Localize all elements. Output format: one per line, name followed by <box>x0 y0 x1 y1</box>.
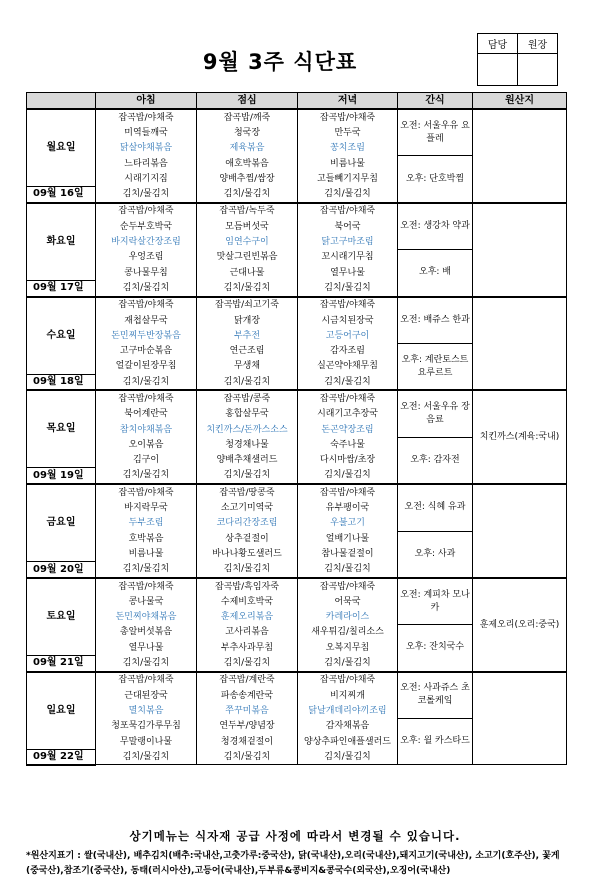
dinner-item: 북어국 <box>298 219 398 234</box>
breakfast-item: 미역들깨국 <box>96 125 197 140</box>
breakfast-item: 잡곡밥/야채죽 <box>96 203 197 219</box>
menu-row <box>27 578 567 594</box>
origin-cell: 훈제오리(오리:중국) <box>473 578 567 672</box>
approval-label-manager: 담당 <box>478 34 518 54</box>
lunch-item: 청경채겉절이 <box>197 734 298 749</box>
date-label: 09월 21일 <box>27 655 96 671</box>
lunch-item: 부추전 <box>197 328 298 343</box>
breakfast-item: 콩나물무침 <box>96 265 197 280</box>
lunch-item: 닭개장 <box>197 313 298 328</box>
breakfast-item: 김치/물김치 <box>96 280 197 296</box>
lunch-item: 잡곡밥/땅콩죽 <box>197 484 298 500</box>
snack-am: 오전: 생강차 약과 <box>398 203 473 250</box>
breakfast-item: 멸치볶음 <box>96 703 197 718</box>
breakfast-item: 근대된장국 <box>96 688 197 703</box>
lunch-item: 무생채 <box>197 359 298 374</box>
snack-am: 오전: 서울우유 장음료 <box>398 390 473 437</box>
dinner-item: 열무나물 <box>298 265 398 280</box>
breakfast-item: 재첩살무국 <box>96 313 197 328</box>
snack-am: 오전: 계피차 모나카 <box>398 578 473 625</box>
breakfast-item: 북어계란국 <box>96 407 197 422</box>
menu-table <box>26 92 567 766</box>
breakfast-item: 무말랭이나물 <box>96 734 197 749</box>
date-label: 09월 18일 <box>27 374 96 390</box>
lunch-item: 잡곡밥/계란죽 <box>197 672 298 688</box>
dinner-item: 잡곡밥/야채죽 <box>298 672 398 688</box>
breakfast-item: 바지락살간장조림 <box>96 234 197 249</box>
breakfast-item: 총알버섯볶음 <box>96 625 197 640</box>
day-label: 일요일 <box>27 672 96 749</box>
breakfast-item: 바지락무국 <box>96 500 197 515</box>
lunch-item: 제육볶음 <box>197 141 298 156</box>
lunch-item: 양배추채샐러드 <box>197 453 298 468</box>
breakfast-item: 고구마순볶음 <box>96 343 197 358</box>
breakfast-item: 김치/물김치 <box>96 468 197 484</box>
lunch-item: 모듬버섯국 <box>197 219 298 234</box>
dinner-item: 실곤약야채무침 <box>298 359 398 374</box>
menu-row <box>27 672 567 688</box>
date-label: 09월 19일 <box>27 468 96 484</box>
change-notice: 상기메뉴는 식자재 공급 사정에 따라서 변경될 수 있습니다. <box>129 829 461 843</box>
breakfast-item: 잡곡밥/야채죽 <box>96 672 197 688</box>
lunch-item: 임연수구이 <box>197 234 298 249</box>
dinner-item: 고들빼기지무침 <box>298 171 398 186</box>
dinner-item: 시금치된장국 <box>298 313 398 328</box>
breakfast-item: 콩나물국 <box>96 594 197 609</box>
dinner-item: 우불고기 <box>298 516 398 531</box>
breakfast-item: 닭살야채볶음 <box>96 141 197 156</box>
lunch-item: 훈제오리볶음 <box>197 610 298 625</box>
dinner-item: 고등어구이 <box>298 328 398 343</box>
lunch-item: 바나나황도샐러드 <box>197 546 298 561</box>
header-breakfast: 아침 <box>96 93 197 110</box>
breakfast-item: 얼갈이된장무침 <box>96 359 197 374</box>
snack-pm: 오후: 잔치국수 <box>398 625 473 672</box>
breakfast-item: 김치/물김치 <box>96 562 197 578</box>
lunch-item: 잡곡밥/콩죽 <box>197 390 298 406</box>
lunch-item: 홍합살무국 <box>197 407 298 422</box>
dinner-item: 오복지무침 <box>298 640 398 655</box>
breakfast-item: 돈민찌두반장볶음 <box>96 328 197 343</box>
dinner-item: 김치/물김치 <box>298 186 398 202</box>
dinner-item: 잡곡밥/야채죽 <box>298 390 398 406</box>
breakfast-item: 청포묵김가루무침 <box>96 719 197 734</box>
day-label: 화요일 <box>27 203 96 280</box>
breakfast-item: 잡곡밥/야채죽 <box>96 109 197 125</box>
breakfast-item: 잡곡밥/야채죽 <box>96 390 197 406</box>
approval-label-director: 원장 <box>518 34 558 54</box>
dinner-item: 참나물겉절이 <box>298 546 398 561</box>
origin-footnote: *원산지표기 : 쌀(국내산), 배추김치(배추:국내산,고춧가루:중국산), 닭(국내산),오리(국내산),돼지고기(국내산), 소고기(호주산), 꽃게(중국산),참조기(중국산), 동태(러시아산),고등어(국내산),두부류&콩비지&콩국수(외국산),오징어(국내산) <box>26 851 560 876</box>
breakfast-item: 열무나물 <box>96 640 197 655</box>
breakfast-item: 시래기지짐 <box>96 171 197 186</box>
dinner-item: 김치/물김치 <box>298 374 398 390</box>
snack-pm: 오후: 윌 카스타드 <box>398 719 473 765</box>
snack-am: 오전: 배쥬스 한과 <box>398 297 473 344</box>
lunch-item: 맛살그린빈볶음 <box>197 250 298 265</box>
page-title: 9월 3주 식단표 <box>202 50 358 74</box>
dinner-item: 얼배기나물 <box>298 531 398 546</box>
dinner-item: 시래기고추장국 <box>298 407 398 422</box>
origin-cell: 치킨까스(계육:국내) <box>473 390 567 484</box>
lunch-item: 청경채나물 <box>197 437 298 452</box>
header-dinner: 저녁 <box>298 93 398 110</box>
dinner-item: 숙주나물 <box>298 437 398 452</box>
lunch-item: 양배추찜/쌈장 <box>197 171 298 186</box>
lunch-item: 잡곡밥/깨죽 <box>197 109 298 125</box>
date-label: 09월 22일 <box>27 749 96 765</box>
dinner-item: 김치/물김치 <box>298 655 398 671</box>
lunch-item: 치킨까스/돈까스소스 <box>197 422 298 437</box>
breakfast-item: 김치/물김치 <box>96 374 197 390</box>
dinner-item: 닭고구마조림 <box>298 234 398 249</box>
snack-pm: 오후: 감자전 <box>398 437 473 484</box>
dinner-item: 잡곡밥/야채죽 <box>298 484 398 500</box>
snack-pm: 오후: 단호박찜 <box>398 156 473 203</box>
dinner-item: 유부팽이국 <box>298 500 398 515</box>
breakfast-item: 순두부호박국 <box>96 219 197 234</box>
breakfast-item: 호박볶음 <box>96 531 197 546</box>
breakfast-item: 김치/물김치 <box>96 655 197 671</box>
dinner-item: 새우튀김/칠리소스 <box>298 625 398 640</box>
header-blank <box>27 93 96 110</box>
dinner-item: 김치/물김치 <box>298 468 398 484</box>
date-label: 09월 17일 <box>27 280 96 296</box>
dinner-item: 비지찌개 <box>298 688 398 703</box>
dinner-item: 카레라이스 <box>298 610 398 625</box>
lunch-item: 잡곡밥/쇠고기죽 <box>197 297 298 313</box>
breakfast-item: 잡곡밥/야채죽 <box>96 484 197 500</box>
origin-cell <box>473 484 567 578</box>
approval-sign-director[interactable] <box>518 54 558 86</box>
origin-cell <box>473 109 567 203</box>
dinner-item: 꼬시래기무침 <box>298 250 398 265</box>
breakfast-item: 느타리볶음 <box>96 156 197 171</box>
menu-row <box>27 390 567 406</box>
date-label: 09월 20일 <box>27 562 96 578</box>
breakfast-item: 김구이 <box>96 453 197 468</box>
day-label: 수요일 <box>27 297 96 374</box>
dinner-item: 감자조림 <box>298 343 398 358</box>
lunch-item: 상추겉절이 <box>197 531 298 546</box>
lunch-item: 부추사과무침 <box>197 640 298 655</box>
lunch-item: 근대나물 <box>197 265 298 280</box>
menu-row <box>27 109 567 125</box>
dinner-item: 잡곡밥/야채죽 <box>298 109 398 125</box>
snack-am: 오전: 사과쥬스 초코롤케잌 <box>398 672 473 719</box>
dinner-item: 잡곡밥/야채죽 <box>298 297 398 313</box>
dinner-item: 다시마쌈/초장 <box>298 453 398 468</box>
lunch-item: 연근조림 <box>197 343 298 358</box>
header-snack: 간식 <box>398 93 473 110</box>
approval-sign-manager[interactable] <box>478 54 518 86</box>
lunch-item: 김치/물김치 <box>197 186 298 202</box>
lunch-item: 김치/물김치 <box>197 374 298 390</box>
breakfast-item: 참치야채볶음 <box>96 422 197 437</box>
origin-cell <box>473 672 567 765</box>
dinner-item: 김치/물김치 <box>298 749 398 765</box>
day-label: 월요일 <box>27 109 96 186</box>
lunch-item: 연두부/양념장 <box>197 719 298 734</box>
snack-pm: 오후: 배 <box>398 250 473 297</box>
origin-cell <box>473 203 567 297</box>
lunch-item: 잡곡밥/흑임자죽 <box>197 578 298 594</box>
lunch-item: 코다리간장조림 <box>197 516 298 531</box>
dinner-item: 양상추파인애플샐러드 <box>298 734 398 749</box>
lunch-item: 쭈꾸미볶음 <box>197 703 298 718</box>
origin-cell <box>473 297 567 391</box>
menu-row <box>27 297 567 313</box>
dinner-item: 어묵국 <box>298 594 398 609</box>
lunch-item: 김치/물김치 <box>197 280 298 296</box>
dinner-item: 김치/물김치 <box>298 280 398 296</box>
lunch-item: 김치/물김치 <box>197 749 298 765</box>
menu-row <box>27 484 567 500</box>
header-origin: 원산지 <box>473 93 567 110</box>
snack-pm: 오후: 사과 <box>398 531 473 578</box>
lunch-item: 잡곡밥/녹두죽 <box>197 203 298 219</box>
dinner-item: 만두국 <box>298 125 398 140</box>
lunch-item: 수제비호박국 <box>197 594 298 609</box>
breakfast-item: 잡곡밥/야채죽 <box>96 578 197 594</box>
dinner-item: 감자채볶음 <box>298 719 398 734</box>
date-label: 09월 16일 <box>27 186 96 202</box>
snack-am: 오전: 식혜 유과 <box>398 484 473 531</box>
lunch-item: 김치/물김치 <box>197 468 298 484</box>
breakfast-item: 돈민찌야채볶음 <box>96 610 197 625</box>
dinner-item: 김치/물김치 <box>298 562 398 578</box>
lunch-item: 김치/물김치 <box>197 655 298 671</box>
dinner-item: 닭날개데리야끼조림 <box>298 703 398 718</box>
snack-pm: 오후: 계란토스트 요루르트 <box>398 343 473 390</box>
day-label: 토요일 <box>27 578 96 655</box>
menu-row <box>27 203 567 219</box>
breakfast-item: 잡곡밥/야채죽 <box>96 297 197 313</box>
day-label: 목요일 <box>27 390 96 467</box>
lunch-item: 파송송계란국 <box>197 688 298 703</box>
breakfast-item: 김치/물김치 <box>96 186 197 202</box>
dinner-item: 잡곡밥/야채죽 <box>298 578 398 594</box>
snack-am: 오전: 서울우유 요플레 <box>398 109 473 156</box>
lunch-item: 애호박볶음 <box>197 156 298 171</box>
header-lunch: 점심 <box>197 93 298 110</box>
breakfast-item: 두부조림 <box>96 516 197 531</box>
lunch-item: 고사리볶음 <box>197 625 298 640</box>
dinner-item: 비름나물 <box>298 156 398 171</box>
approval-box <box>477 33 558 86</box>
breakfast-item: 비름나물 <box>96 546 197 561</box>
breakfast-item: 우엉조림 <box>96 250 197 265</box>
breakfast-item: 오이볶음 <box>96 437 197 452</box>
day-label: 금요일 <box>27 484 96 561</box>
dinner-item: 돈곤약장조림 <box>298 422 398 437</box>
breakfast-item: 김치/물김치 <box>96 749 197 765</box>
lunch-item: 청국장 <box>197 125 298 140</box>
dinner-item: 잡곡밥/야채죽 <box>298 203 398 219</box>
lunch-item: 소고기미역국 <box>197 500 298 515</box>
dinner-item: 꽁치조림 <box>298 141 398 156</box>
lunch-item: 김치/물김치 <box>197 562 298 578</box>
